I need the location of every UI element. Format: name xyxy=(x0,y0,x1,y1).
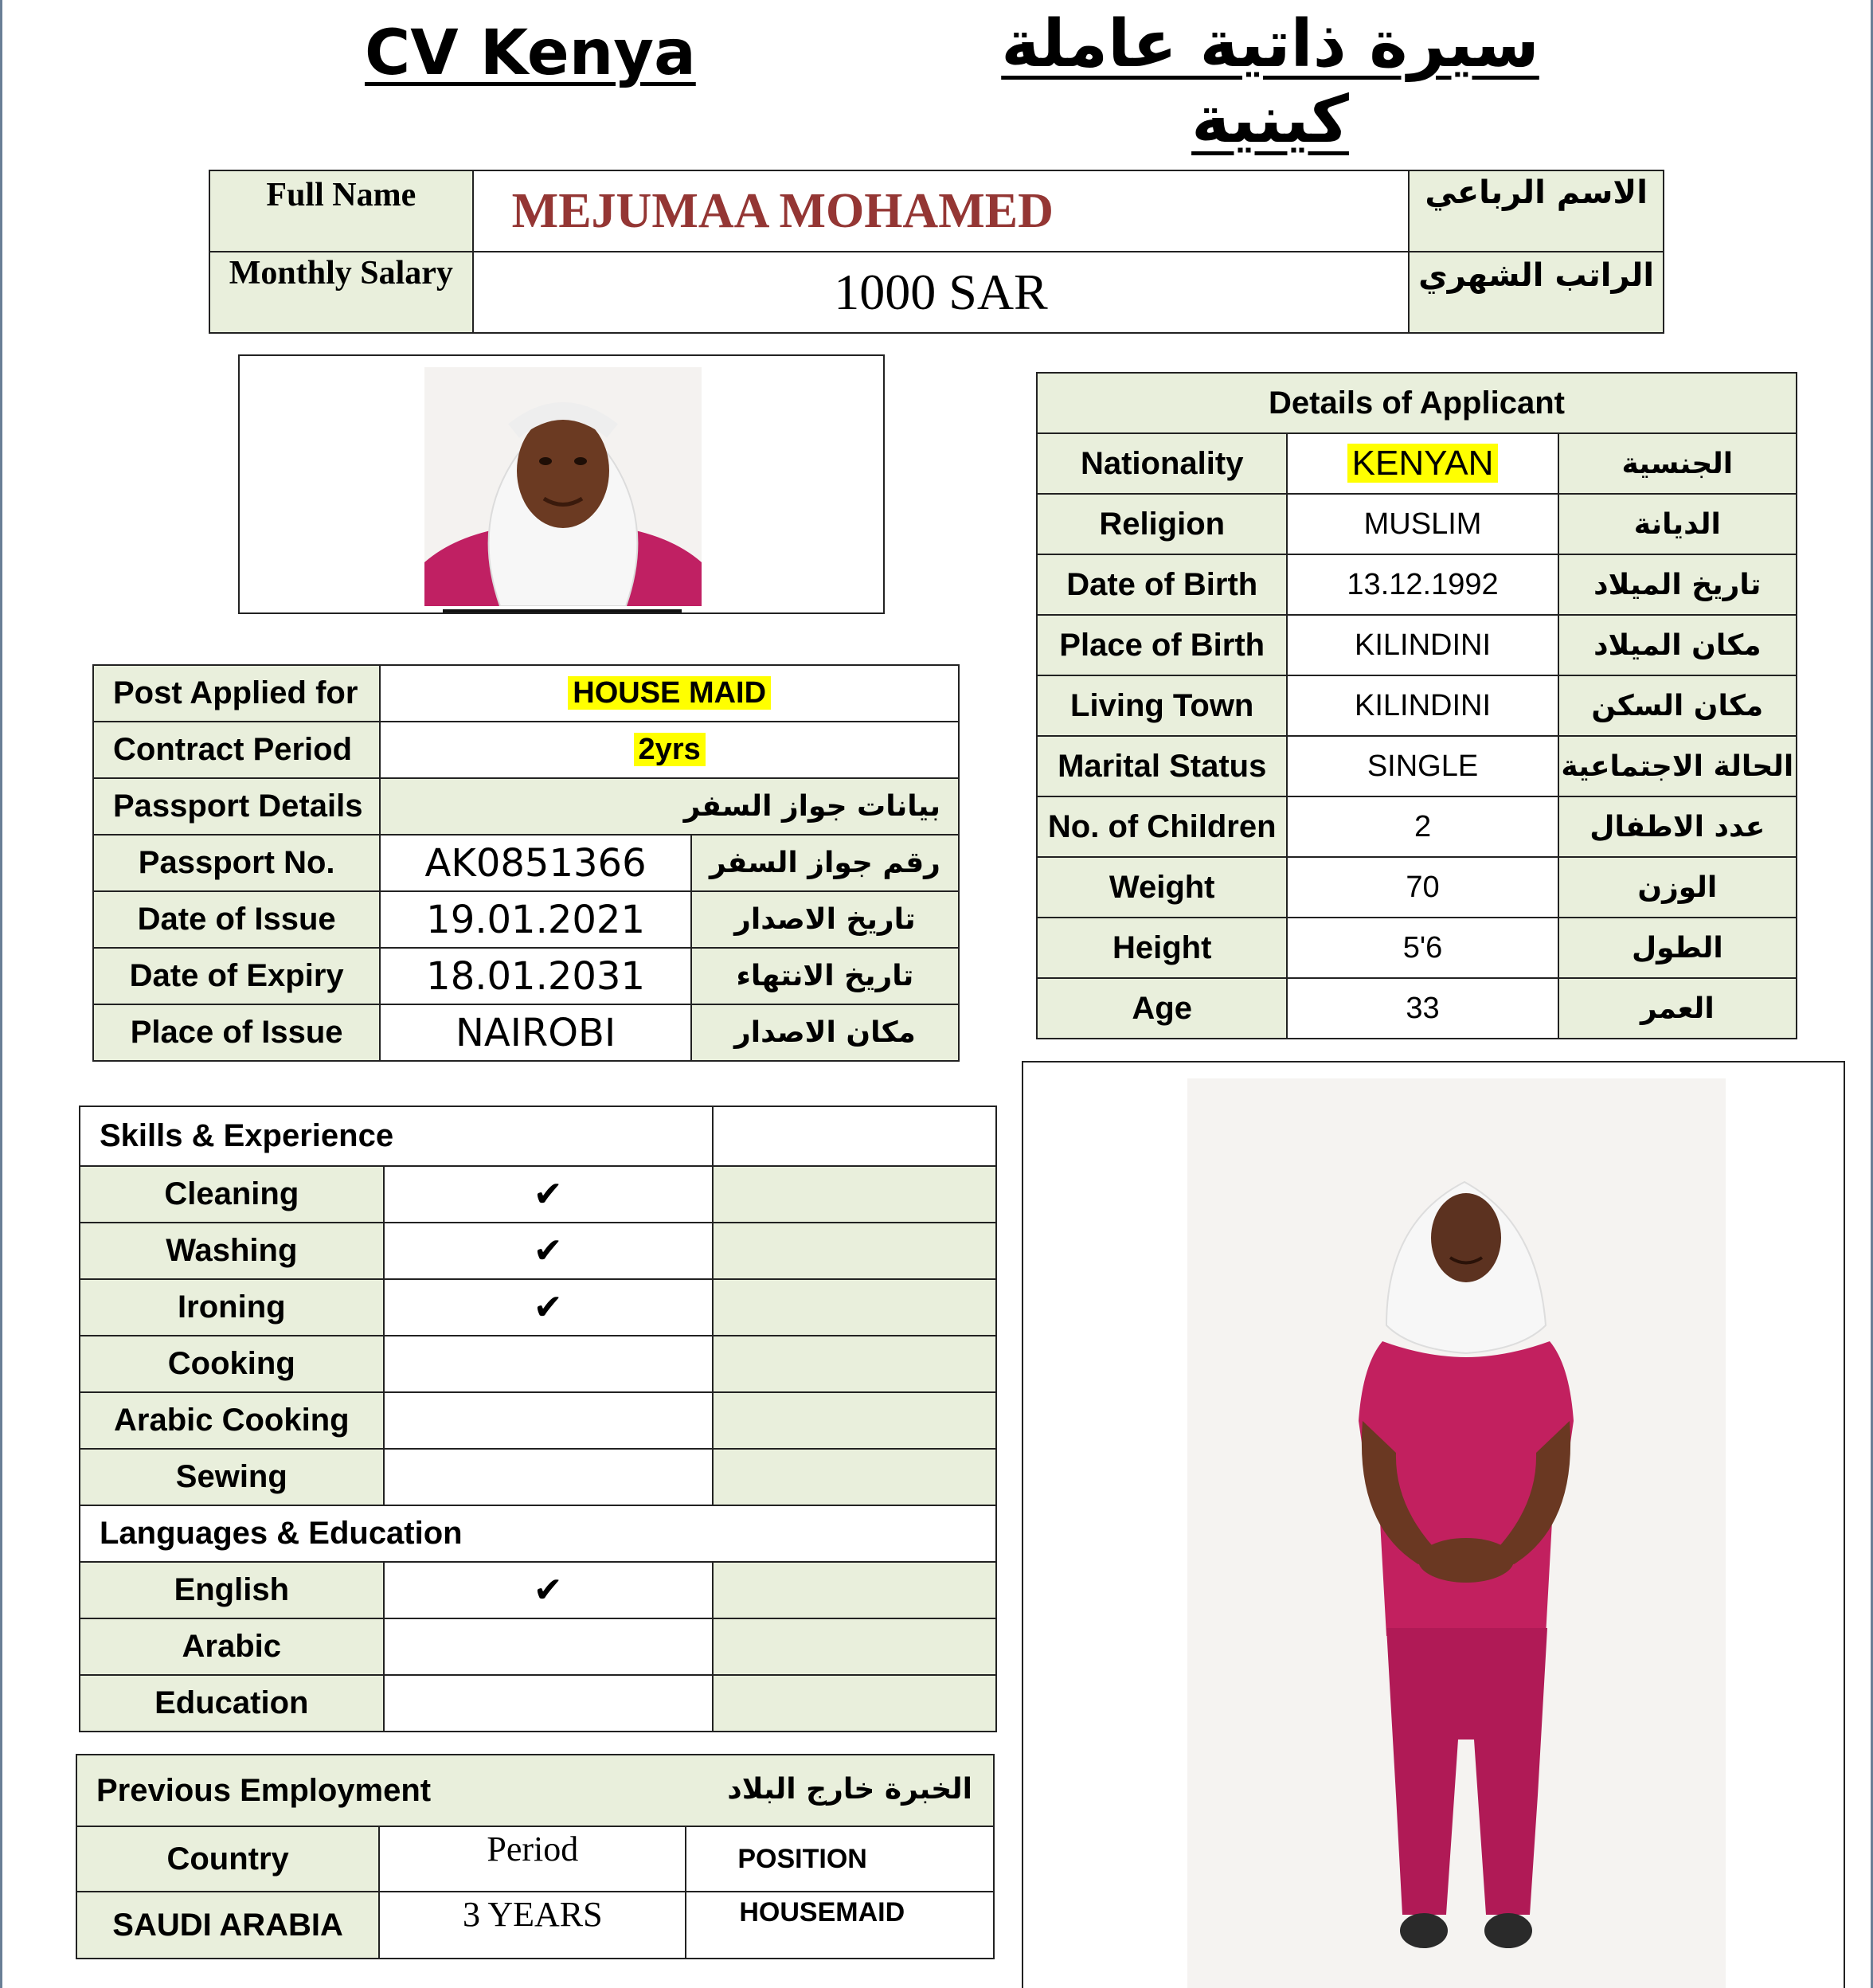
lang-blank-education xyxy=(713,1675,996,1732)
name-salary-table xyxy=(209,170,1664,334)
detail-value-religion: MUSLIM xyxy=(1287,494,1558,554)
lang-blank-english xyxy=(713,1562,996,1618)
employment-header: Previous Employment xyxy=(96,1772,432,1808)
employment-header-cell xyxy=(76,1755,994,1826)
skills-header: Skills & Experience xyxy=(80,1106,713,1166)
skill-blank-sewing xyxy=(713,1449,996,1505)
detail-label-ar-children: عدد الاطفال xyxy=(1558,796,1797,857)
detail-label-ar-dob: تاريخ الميلاد xyxy=(1558,554,1797,615)
detail-label-age: Age xyxy=(1037,978,1287,1039)
detail-label-ar-weight: الوزن xyxy=(1558,857,1797,918)
photo-underline xyxy=(443,609,682,612)
applicant-details-table xyxy=(1036,372,1797,1039)
detail-value-nationality xyxy=(1287,433,1558,494)
detail-label-ar-religion: الديانة xyxy=(1558,494,1797,554)
passport-details-label: Passport Details xyxy=(93,778,380,835)
employment-header-ar: الخبرة خارج البلاد xyxy=(727,1772,972,1806)
salary-label-ar: الراتب الشهري xyxy=(1409,252,1664,333)
employment-row-period: 3 YEARS xyxy=(379,1892,686,1959)
employment-row-country: SAUDI ARABIA xyxy=(76,1892,379,1959)
salary-value: 1000 SAR xyxy=(473,252,1410,333)
detail-label-ar-pob: مكان الميلاد xyxy=(1558,615,1797,675)
passport-details-label-ar: بيانات جواز السفر xyxy=(380,778,959,835)
skill-check-cleaning: ✔ xyxy=(384,1166,713,1223)
skill-label-cooking: Cooking xyxy=(80,1336,384,1392)
passport-no-value: AK0851366 xyxy=(380,835,691,891)
full-body-photo-frame xyxy=(1022,1061,1845,1988)
skill-check-sewing xyxy=(384,1449,713,1505)
skills-header-blank xyxy=(713,1106,996,1166)
detail-label-nationality: Nationality xyxy=(1037,433,1287,494)
title-english: CV Kenya xyxy=(365,18,696,89)
lang-check-education xyxy=(384,1675,713,1732)
detail-value-children: 2 xyxy=(1287,796,1558,857)
detail-value-age: 33 xyxy=(1287,978,1558,1039)
detail-label-ar-height: الطول xyxy=(1558,918,1797,978)
lang-label-english: English xyxy=(80,1562,384,1618)
place-of-issue-label-ar: مكان الاصدار xyxy=(691,1004,959,1061)
detail-label-religion: Religion xyxy=(1037,494,1287,554)
passport-no-label: Passport No. xyxy=(93,835,380,891)
lang-blank-arabic xyxy=(713,1618,996,1675)
issue-date-label: Date of Issue xyxy=(93,891,380,948)
detail-label-ar-living-town: مكان السكن xyxy=(1558,675,1797,736)
detail-label-marital: Marital Status xyxy=(1037,736,1287,796)
place-of-issue-label: Place of Issue xyxy=(93,1004,380,1061)
detail-label-children: No. of Children xyxy=(1037,796,1287,857)
detail-value-marital: SINGLE xyxy=(1287,736,1558,796)
detail-value-height: 5'6 xyxy=(1287,918,1558,978)
detail-label-weight: Weight xyxy=(1037,857,1287,918)
languages-header: Languages & Education xyxy=(80,1505,996,1562)
skill-blank-cleaning xyxy=(713,1166,996,1223)
full-name-value: MEJUMAA MOHAMED xyxy=(473,170,1410,252)
skills-table xyxy=(79,1106,997,1732)
employment-row-position: HOUSEMAID xyxy=(686,1892,994,1959)
skill-check-arabic-cooking xyxy=(384,1392,713,1449)
employment-table xyxy=(76,1754,995,1959)
lang-check-english: ✔ xyxy=(384,1562,713,1618)
detail-label-ar-nationality: الجنسية xyxy=(1558,433,1797,494)
detail-label-ar-marital: الحالة الاجتماعية xyxy=(1558,736,1797,796)
detail-value-dob: 13.12.1992 xyxy=(1287,554,1558,615)
applicant-details-header: Details of Applicant xyxy=(1037,373,1797,433)
skill-check-washing: ✔ xyxy=(384,1223,713,1279)
detail-value-living-town: KILINDINI xyxy=(1287,675,1558,736)
lang-check-arabic xyxy=(384,1618,713,1675)
skill-blank-cooking xyxy=(713,1336,996,1392)
headshot-photo-frame xyxy=(238,354,885,614)
skill-check-cooking xyxy=(384,1336,713,1392)
passport-no-label-ar: رقم جواز السفر xyxy=(691,835,959,891)
person-full-body-icon xyxy=(1187,1078,1726,1988)
col-country: Country xyxy=(76,1826,379,1892)
skill-label-arabic-cooking: Arabic Cooking xyxy=(80,1392,384,1449)
expiry-date-label: Date of Expiry xyxy=(93,948,380,1004)
lang-label-arabic: Arabic xyxy=(80,1618,384,1675)
lang-label-education: Education xyxy=(80,1675,384,1732)
place-of-issue-value: NAIROBI xyxy=(380,1004,691,1061)
issue-date-label-ar: تاريخ الاصدار xyxy=(691,891,959,948)
salary-label: Monthly Salary xyxy=(209,252,473,333)
detail-label-height: Height xyxy=(1037,918,1287,978)
col-position: POSITION xyxy=(686,1826,994,1892)
title-arabic: سيرة ذاتية عاملة كينية xyxy=(1001,6,1539,158)
person-headshot-icon xyxy=(424,367,702,606)
skill-check-ironing: ✔ xyxy=(384,1279,713,1336)
contract-period-cell xyxy=(380,722,959,778)
nationality-highlight: KENYAN xyxy=(1347,444,1499,483)
skill-label-washing: Washing xyxy=(80,1223,384,1279)
full-body-photo xyxy=(1187,1078,1726,1988)
expiry-date-value: 18.01.2031 xyxy=(380,948,691,1004)
detail-value-pob: KILINDINI xyxy=(1287,615,1558,675)
contract-period-value: 2yrs xyxy=(634,733,706,766)
headshot-photo xyxy=(424,367,702,606)
detail-label-living-town: Living Town xyxy=(1037,675,1287,736)
post-applied-value: HOUSE MAID xyxy=(568,676,771,710)
skill-label-cleaning: Cleaning xyxy=(80,1166,384,1223)
detail-label-pob: Place of Birth xyxy=(1037,615,1287,675)
full-name-label-ar: الاسم الرباعي xyxy=(1409,170,1664,252)
skill-blank-washing xyxy=(713,1223,996,1279)
contract-period-label: Contract Period xyxy=(93,722,380,778)
detail-value-weight: 70 xyxy=(1287,857,1558,918)
post-applied-label: Post Applied for xyxy=(93,665,380,722)
detail-label-dob: Date of Birth xyxy=(1037,554,1287,615)
skill-label-ironing: Ironing xyxy=(80,1279,384,1336)
col-period: Period xyxy=(379,1826,686,1892)
issue-date-value: 19.01.2021 xyxy=(380,891,691,948)
full-name-label: Full Name xyxy=(209,170,473,252)
post-passport-table xyxy=(92,664,960,1062)
skill-label-sewing: Sewing xyxy=(80,1449,384,1505)
post-applied-cell xyxy=(380,665,959,722)
skill-blank-arabic-cooking xyxy=(713,1392,996,1449)
detail-label-ar-age: العمر xyxy=(1558,978,1797,1039)
expiry-date-label-ar: تاريخ الانتهاء xyxy=(691,948,959,1004)
skill-blank-ironing xyxy=(713,1279,996,1336)
